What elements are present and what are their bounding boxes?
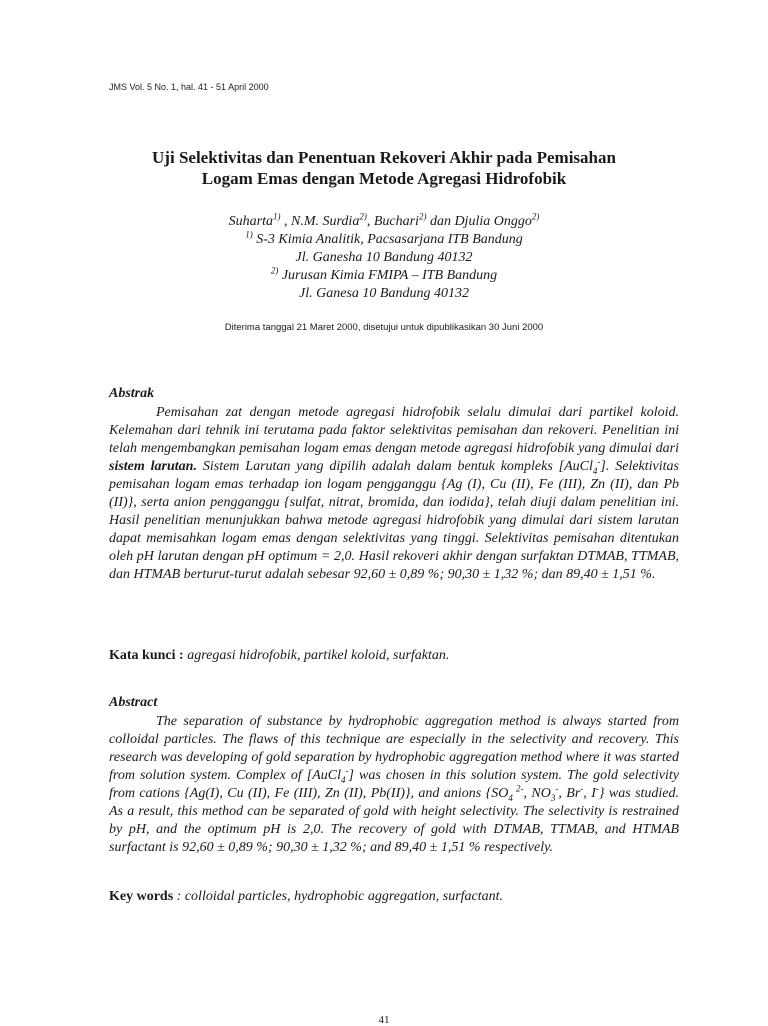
affiliation-1 bbox=[150, 231, 618, 249]
superscript: - bbox=[555, 783, 559, 794]
subscript: 4 bbox=[592, 465, 598, 476]
affiliation-text: Jurusan Kimia FMIPA – ITB Bandung bbox=[278, 268, 498, 283]
subscript: 4 bbox=[341, 774, 346, 785]
abstract-body bbox=[109, 713, 679, 857]
superscript: - bbox=[597, 456, 601, 467]
author-name: , Buchari bbox=[366, 214, 419, 229]
affiliation-2-address: Jl. Ganesa 10 Bandung 40132 bbox=[299, 286, 469, 301]
affiliation-text: S-3 Kimia Analitik, Pacsasarjana ITB Bandung bbox=[252, 232, 523, 247]
author-name: Suharta bbox=[228, 214, 273, 229]
author-name: , N.M. Surdia bbox=[280, 214, 360, 229]
title-line-1: Uji Selektivitas dan Penentuan Rekoveri Akhir pada Pemisahan bbox=[152, 148, 616, 167]
affiliation-mark: 2) bbox=[270, 265, 279, 276]
abstrak-heading: Abstrak bbox=[109, 386, 155, 401]
author-list bbox=[150, 213, 618, 231]
abstract-text: , NO bbox=[523, 786, 551, 801]
kata-kunci bbox=[109, 647, 679, 665]
superscript: - bbox=[580, 783, 584, 794]
affiliation-mark: 2) bbox=[359, 211, 367, 222]
abstrak-body bbox=[109, 404, 679, 584]
subscript: 4 bbox=[508, 792, 513, 803]
author-name: dan Djulia Onggo bbox=[426, 214, 532, 229]
abstract-text: The separation of substance by hydrophobic aggregation method is always started from colloidal particles. The flaws of this technique are especially in the selectivity and recovery. This research was developing of gold separation by hydrophobic aggregation method where it was started from solution system. Complex of [AuCl bbox=[109, 714, 679, 783]
abstract-text: , Br bbox=[558, 786, 581, 801]
affiliation-2 bbox=[150, 267, 618, 285]
kata-kunci-label: Kata kunci : bbox=[109, 648, 184, 663]
abstrak-text: ]. Selektivitas pemisahan logam emas terhadap ion logam pengganggu {Ag (I), Cu (II), Fe (III), Zn (II), dan Pb (II)}, serta anion pengganggu {sulfat, nitrat, bromida, dan iodida}, telah diuji dalam penelitian ini. Hasil penelitian menunjukkan bahwa metode agregasi hidrofobik yang dimulai dari sistem larutan dapat memisahkan logam emas dengan selektivitas yang tinggi. Selektivitas pemisahan ditentukan oleh pH larutan dengan pH optimum = 2,0. Hasil rekoveri akhir dengan surfaktan DTMAB, TTMAB, dan HTMAB berturut-turut adalah sebesar 92,60 ± 0,89 %; 90,30 ± 1,32 %; dan 89,40 ± 1,51 %. bbox=[109, 459, 679, 582]
abstract-heading: Abstract bbox=[109, 695, 158, 710]
affiliation-mark: 1) bbox=[245, 229, 253, 240]
superscript: 2- bbox=[512, 783, 524, 794]
abstract-text: , I bbox=[583, 786, 596, 801]
affiliation-mark: 2) bbox=[418, 211, 427, 222]
paper-title bbox=[100, 147, 668, 189]
abstrak-emphasis: sistem larutan. bbox=[109, 459, 197, 474]
abstract-text: ] was chosen in this solution system. The gold selectivity from cations {Ag(I), Cu (II), Fe (III), Zn (II), Pb(II)}, and anions {SO bbox=[109, 768, 679, 801]
affiliation-mark: 2) bbox=[531, 211, 540, 222]
kata-kunci-value: agregasi hidrofobik, partikel koloid, surfaktan. bbox=[183, 648, 450, 663]
key-words-value: : colloidal particles, hydrophobic aggregation, surfactant. bbox=[173, 889, 504, 904]
page-number: 41 bbox=[378, 1014, 390, 1026]
subscript: 3 bbox=[550, 792, 556, 803]
abstrak-text: Sistem Larutan yang dipilih adalah dalam bentuk kompleks [AuCl bbox=[196, 459, 593, 474]
affiliation-mark: 1) bbox=[273, 211, 281, 222]
affiliation-1-address: Jl. Ganesha 10 Bandung 40132 bbox=[295, 250, 473, 265]
journal-reference: JMS Vol. 5 No. 1, hal. 41 - 51 April 2000 bbox=[109, 82, 269, 92]
abstract-text: } was studied. As a result, this method can be separated of gold with height selectivity. The selectivity is restrained by pH, and the optimum pH is 2,0. The recovery of gold with DTMAB, TTMAB, and HTMAB surfactant is 92,60 ± 0,89 %; 90,30 ± 1,32 %; and 89,40 ± 1,51 % respectively. bbox=[109, 786, 680, 855]
authors-block bbox=[150, 213, 618, 303]
key-words bbox=[109, 888, 679, 906]
superscript: - bbox=[345, 765, 349, 776]
abstrak-text: Pemisahan zat dengan metode agregasi hidrofobik selalu dimulai dari partikel koloid. Kelemahan dari tehnik ini terutama pada faktor selektivitas pemisahan dan rekoveri. Penelitian ini telah mengembangkan pemisahan logam emas dengan metode agregasi hidrofobik yang dimulai dari bbox=[109, 405, 679, 456]
received-date: Diterima tanggal 21 Maret 2000, disetujui untuk dipublikasikan 30 Juni 2000 bbox=[224, 322, 544, 333]
key-words-label: Key words bbox=[109, 889, 174, 904]
superscript: - bbox=[595, 783, 599, 794]
title-line-2: Logam Emas dengan Metode Agregasi Hidrofobik bbox=[201, 169, 567, 188]
